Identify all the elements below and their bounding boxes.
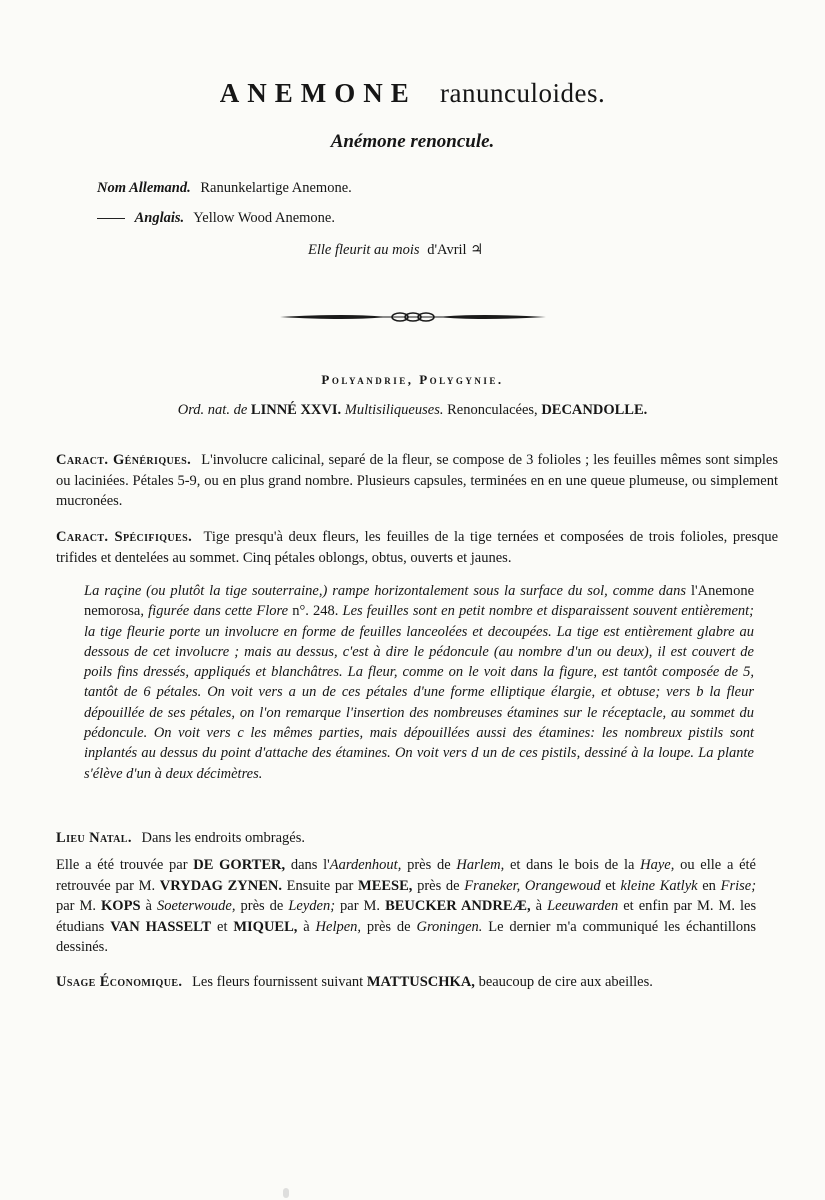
place-name: Leyden; — [288, 898, 336, 914]
generic-characters — [56, 450, 778, 512]
habitat-paragraph — [56, 828, 778, 849]
place-name: Groningen. — [416, 918, 483, 935]
specific-characters — [56, 527, 778, 568]
order-linne: LINNÉ XXVI. — [250, 402, 342, 418]
ornament-divider — [278, 308, 548, 326]
person-name: MEESE, — [358, 877, 413, 894]
english-name: Yellow Wood Anemone. — [193, 210, 335, 226]
history-text: et — [605, 877, 616, 894]
history-text: à — [535, 898, 543, 914]
usage-text: beaucoup de cire aux abeilles. — [478, 974, 653, 990]
description-part-4: n°. 248. — [292, 603, 339, 620]
person-name: KOPS — [101, 898, 141, 914]
specific-heading: Caract. Spécifiques. — [56, 529, 193, 545]
generic-text: L'involucre calicinal, separé de la fleur, se compose de 3 folioles ; les feuilles mêmes sont simples ou laciniées. Pétales 5-9, ou en plus grand nombre. Plusieurs capsules, terminées en en une queue plumeuse, ou simplement mucronées. — [56, 452, 778, 509]
title-genus: ANEMONE — [219, 78, 417, 108]
page-title — [0, 78, 825, 109]
paper-smudge — [283, 1188, 289, 1198]
person-name: VRYDAG ZYNEN. — [159, 877, 282, 894]
page-subtitle: Anémone renoncule. — [330, 131, 495, 152]
usage-paragraph — [56, 972, 778, 993]
english-label: Anglais. — [134, 210, 185, 226]
order-author: DECANDOLLE. — [541, 402, 648, 418]
person-name: MATTUSCHKA, — [366, 974, 475, 990]
history-text: par M. — [340, 898, 381, 914]
english-name-row — [97, 210, 352, 230]
german-name: Ranunkelartige Anemone. — [200, 180, 352, 196]
history-text: en — [702, 877, 716, 894]
ditto-dash — [97, 218, 125, 219]
history-text: et enfin par M. M. les étudians — [56, 898, 757, 935]
german-label: Nom Allemand. — [97, 180, 191, 196]
description-part-1: La raçine (ou plutôt la tige souterraine,) rampe horizontalement sous la surface du sol, comme dans — [84, 583, 687, 599]
history-text: près de — [407, 857, 451, 873]
vernacular-names — [97, 180, 352, 240]
person-name: DE GORTER, — [193, 857, 286, 873]
place-name: Helpen, — [315, 918, 362, 935]
description-part-2: l'Anemone nemorosa, — [84, 583, 755, 620]
history-text: Elle a été trouvée par — [56, 857, 188, 873]
history-text: à — [145, 898, 152, 914]
place-name: Frise; — [720, 877, 757, 894]
place-name: Aardenhout, — [329, 857, 402, 873]
description-part-3: figurée dans cette Flore — [148, 603, 289, 620]
habitat-heading: Lieu Natal. — [56, 830, 132, 846]
place-name: Harlem, — [456, 857, 505, 873]
place-name: Haye, — [640, 857, 675, 873]
history-text: dans l' — [290, 857, 330, 873]
history-text: Ensuite par — [286, 877, 354, 894]
place-name: Franeker, Orangewoud — [464, 877, 601, 894]
usage-heading: Usage Économique. — [56, 974, 183, 990]
history-text: à — [303, 918, 310, 935]
order-group: Multisiliqueuses. — [344, 402, 444, 418]
flowering-prefix: Elle fleurit au mois — [308, 242, 420, 258]
description-paragraph — [84, 581, 754, 784]
history-text: par M. — [56, 898, 97, 914]
generic-heading: Caract. Génériques. — [56, 452, 192, 468]
history-text: près de — [240, 898, 284, 914]
perennial-symbol: ♃ — [470, 242, 484, 258]
linnaean-class: Polyandrie, Polygynie. — [321, 372, 504, 387]
history-text: près de — [366, 918, 411, 935]
person-name: MIQUEL, — [233, 918, 298, 935]
natural-order — [0, 402, 825, 419]
order-prefix: Ord. nat. de — [177, 402, 248, 418]
description-part-5: Les feuilles sont en petit nombre et disparaissent souvent entièrement; la tige fleurie porte un involucre en forme de feuilles lanceolées et decoupées. La tige est entièrement glabre au dessous de cet involucre ; mais au dessus, c'est à dire le pédoncule (au nombre d'un ou deux), il est couvert de poils fins dressés, appliqués et blanchâtres. La fleur, comme on le voit dans la figure, est tantôt composée de 5, tantôt de 6 pétales. On voit vers a un de ces pétales d'une forme elliptique élargie, et obtuse; vers b la fleur dépouillée de ses pétales, on l'on remarque l'insertion des nombreuses étamines sur le réceptacle, au sommet du pédoncule. On voit vers c les mêmes parties, mais dépouillées aussi des étamines: les nombreux pistils sont inplantés au dessus du point d'attache des étamines. On voit vers d un de ces pistils, dessiné à la loupe. La plante s'élève d'un à deux décimètres. — [84, 603, 754, 782]
person-name: VAN HASSELT — [110, 918, 212, 935]
history-text: ou elle a été retrouvée par M. — [56, 857, 756, 894]
place-name: Leeuwarden — [547, 898, 619, 914]
history-paragraph — [56, 855, 756, 958]
history-text: et dans le bois de la — [510, 857, 635, 873]
flowering-month: d'Avril — [427, 242, 467, 258]
history-text: et — [217, 918, 228, 935]
place-name: Soeterwoude, — [156, 898, 236, 914]
person-name: BEUCKER ANDREÆ, — [385, 898, 531, 914]
specific-text: Tige presqu'à deux fleurs, les feuilles de la tige ternées et composées de trois folioles, presque trifides et dentelées au sommet. Cinq pétales oblongs, obtus, ouverts et jaunes. — [56, 529, 779, 566]
usage-text: Les fleurs fournissent suivant — [192, 974, 364, 990]
order-family: Renonculacées, — [447, 402, 538, 418]
title-species: ranunculoides. — [440, 78, 606, 108]
place-name: kleine Katlyk — [620, 877, 698, 894]
history-text: près de — [417, 877, 460, 894]
flowering-line — [308, 242, 483, 259]
history-text: Le dernier m'a communiqué les échantillons dessinés. — [56, 918, 757, 955]
german-name-row — [97, 180, 352, 200]
habitat-text: Dans les endroits ombragés. — [141, 830, 305, 846]
